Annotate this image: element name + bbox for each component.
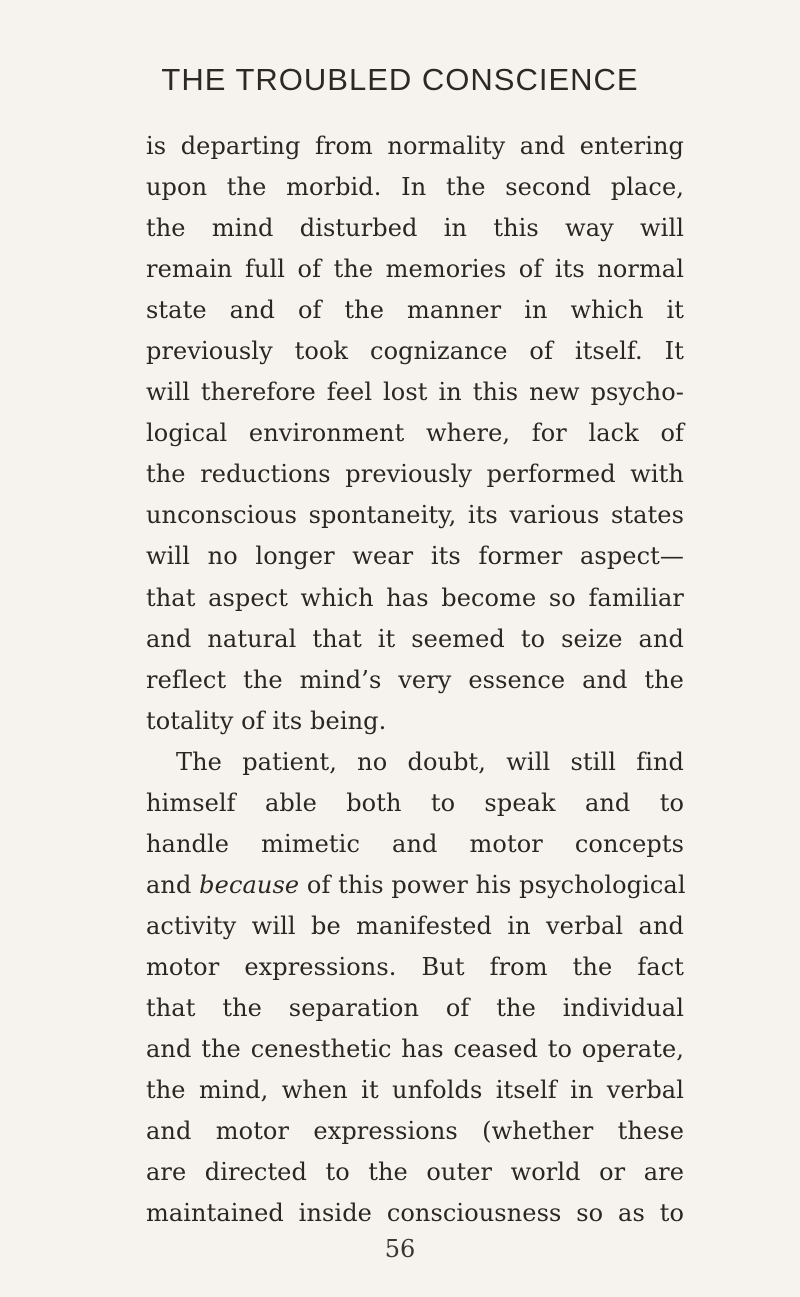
text-line: and natural that it seemed to seize and (146, 624, 684, 653)
paragraph-start-line: The patient, no doubt, will still find (176, 747, 684, 776)
text-line: the mind disturbed in this way will (146, 214, 684, 243)
text-line: reflect the mind’s very essence and the (146, 665, 684, 694)
text-line: remain full of the memories of its normal (146, 255, 684, 284)
line-prefix: and (146, 870, 200, 899)
text-line: will therefore feel lost in this new psycho- (146, 378, 684, 407)
page-number: 56 (384, 1235, 416, 1263)
text-line: that the separation of the individual (146, 993, 684, 1022)
text-line: is departing from normality and entering (146, 132, 684, 160)
text-line: activity will be manifested in verbal and (146, 911, 684, 940)
running-head: THE TROUBLED CONSCIENCE (161, 62, 639, 97)
body-text (146, 126, 684, 1234)
text-line: state and of the manner in which it (146, 296, 684, 325)
line-remainder: of this power his psychological (306, 870, 686, 899)
text-line: upon the morbid. In the second place, (146, 173, 684, 202)
emphasized-word: because (199, 870, 300, 899)
text-line: handle mimetic and motor concepts (146, 829, 684, 858)
text-line: the reductions previously performed with (146, 460, 684, 489)
text-line: maintained inside consciousness so as to (146, 1199, 684, 1228)
text-line: and motor expressions (whether these (146, 1117, 684, 1146)
text-line: the mind, when it unfolds itself in verbal (146, 1076, 684, 1105)
text-line-with-emphasis (146, 865, 684, 906)
text-line: himself able both to speak and to (146, 788, 684, 817)
text-line: unconscious spontaneity, its various states (146, 501, 684, 530)
text-line: and the cenesthetic has ceased to operate, (146, 1035, 684, 1064)
text-line: are directed to the outer world or are (146, 1158, 684, 1187)
text-line: that aspect which has become so familiar (146, 583, 684, 612)
text-line: logical environment where, for lack of (146, 419, 684, 448)
text-line: will no longer wear its former aspect— (146, 542, 684, 571)
text-line: motor expressions. But from the fact (146, 952, 684, 981)
text-line: previously took cognizance of itself. It (146, 337, 684, 366)
paragraph-end-line: totality of its being. (146, 706, 387, 735)
